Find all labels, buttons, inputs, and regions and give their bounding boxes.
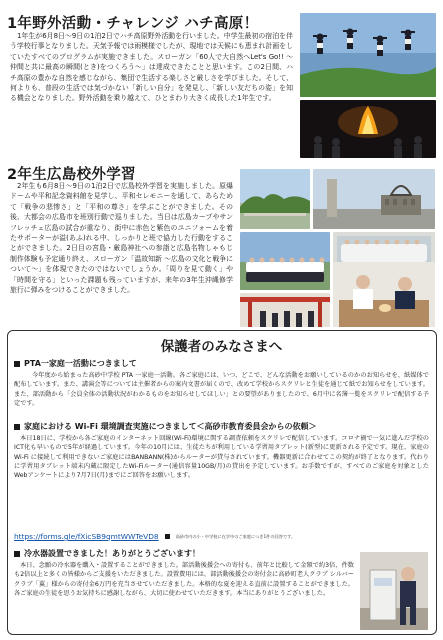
article1-body: 1年生が6月8日～9日の1泊2日でハチ高原野外活動を行いました。中学生最初の宿泊を伴う学校行事となりました。天気予報では雨模様でしたが、現地では天候にも恵まれ計画をしていたすべてのプログラムが実施できました。スローガン「60人で大自然へLet's Go!! ～仲間と共に最高の瞬間(とき)をつくろう～」は達成できたことと思います。この2日間、ハチ高原の豊かな自然を感じながら、集団で生活する楽しさと厳しさを学びました。そして、何よりも、普段の生活では気づかない「新しい自分」を発見し、「新しい友だちの姿」を知る機会となりました。野外活動を乗り越えて、ひとまわり大きく成長した1年生です。 [10,32,293,103]
square-bullet-icon [14,551,20,557]
square-bullet-icon [14,424,20,430]
photo-atomic-dome [313,169,435,229]
photo-water-cooler [360,552,428,630]
notice-title: 保護者のみなさまへ [160,339,283,355]
photo-shrine [240,293,330,327]
section-wifi-title: 家庭における Wi-Fi 環境調査実施につきまして＜高砂市教育委員会からの依頼＞ [24,422,317,431]
square-bullet-icon [165,534,170,539]
photo-peace-park [240,169,310,229]
photo-shamoji-workshop [333,262,435,327]
section-water-body: 本日、念願の冷水器を購入・設置することができました。部活動後援会への寄付も、前年と比較して金額で約3倍、件数も2倍以上と多くの皆様からご支援をいただきました。設置費用には、部活動後援会の寄付金に高砂町老人クラブ シルバークラブ「翼」様からの寄付金6万円を充当させていただきました。本格的な夏を迎える直前に設置することができました。各ご家庭の生徒を思うお気持ちに感謝しながら、大切に使わせていただきます。本当にありがとうございました。 [14,562,354,597]
survey-link-row [14,532,295,541]
photo-jumping-group [300,13,436,97]
photo-class-group [240,232,330,290]
section-water-heading [14,548,200,559]
survey-link[interactable]: https://forms.gle/fXicSB9qmtWWTeVD8 [14,532,159,541]
section-wifi-body: 本日18日に、学校から各ご家庭のインターネット回線(Wi-Fi)環境に関する調査依頼をスクリレで配信しています。コロナ禍で一気に進んだ学校のICT化も早いもので5年が経過しています。今年の10月には、生徒たちが利用している学習用タブレット(新型)に更新される予定です。現在、家庭の Wi-Fi に接続して利用できないご家庭にはBANBANN(株)からルーターが貸与されています。機器更新に合わせてこの契約が終了となります。代わりに学習用タブレット端末内蔵に限定したWi-Fiルーター(通信容量10GB/月)の貸出を予定しています。お手数ですが、すべてのご家庭を対象としたWebアンケートにより7月7日(月)までにご回答をお願いします。 [14,435,429,480]
section-pta-heading [14,358,137,369]
square-bullet-icon [14,361,20,367]
article1-title: 1年野外活動・チャレンジ ハチ高原！ [7,16,259,32]
section-pta-title: PTA一家庭一活動につきまして [24,359,137,368]
photo-campfire [300,100,436,158]
section-pta-body: 今年度から始まった高砂中学校 PTA 一家庭一活動。各ご家庭には、いつ、どこで、どんな活動をお願いしているのかのお知らせを、紙媒体で配布しています。また、講演会等については主催者からの案内文書が届くので、改めて学校からスクリレと生徒を通じて紙でお知らせをしています。また、部活動から「会員全体の活動状況がわかるものをお知らせしてほしい」との要望がありましたので、6月中に名簿一覧をスクリレで配信する予定です。 [14,372,429,407]
section-wifi-heading [14,421,317,432]
article2-body: 2年生も6月8日～9日の1泊2日で広島校外学習を実施しました。原爆ドームや平和記念資料館を見学し、平和セレモニーを通して、あらためて「戦争の悲惨さ」と「平和の尊さ」を学ぶことができました。その後、大都会の広島市を班別行動で巡りました。当日は広島カープやサンフレッチェ広島の試合が重なり、街中に赤色と紫色のユニフォームを着たサポーターが溢(あふ)れる中、しっかりと班で協力した行動をすることができました。2日目の宮島・厳島神社への参詣と広島名物しゃもじ制作体験も予定通り終え、スローガン「温故知新 ～広島の文化と戦争について～」を体現できたのではないでしょうか。「周りを見て動く」や「時間を守る」といった課題も残っていますが、来年の3年生沖縄修学旅行に弾みをつけることができました。 [10,182,233,295]
article2-title: 2年生広島校外学習 [7,167,136,183]
survey-note: 高砂市内の小・中学校に在学中のご家庭につき1件の回答です。 [175,533,296,539]
section-water-title: 冷水器設置できました！ありがとうございます！ [24,549,200,558]
